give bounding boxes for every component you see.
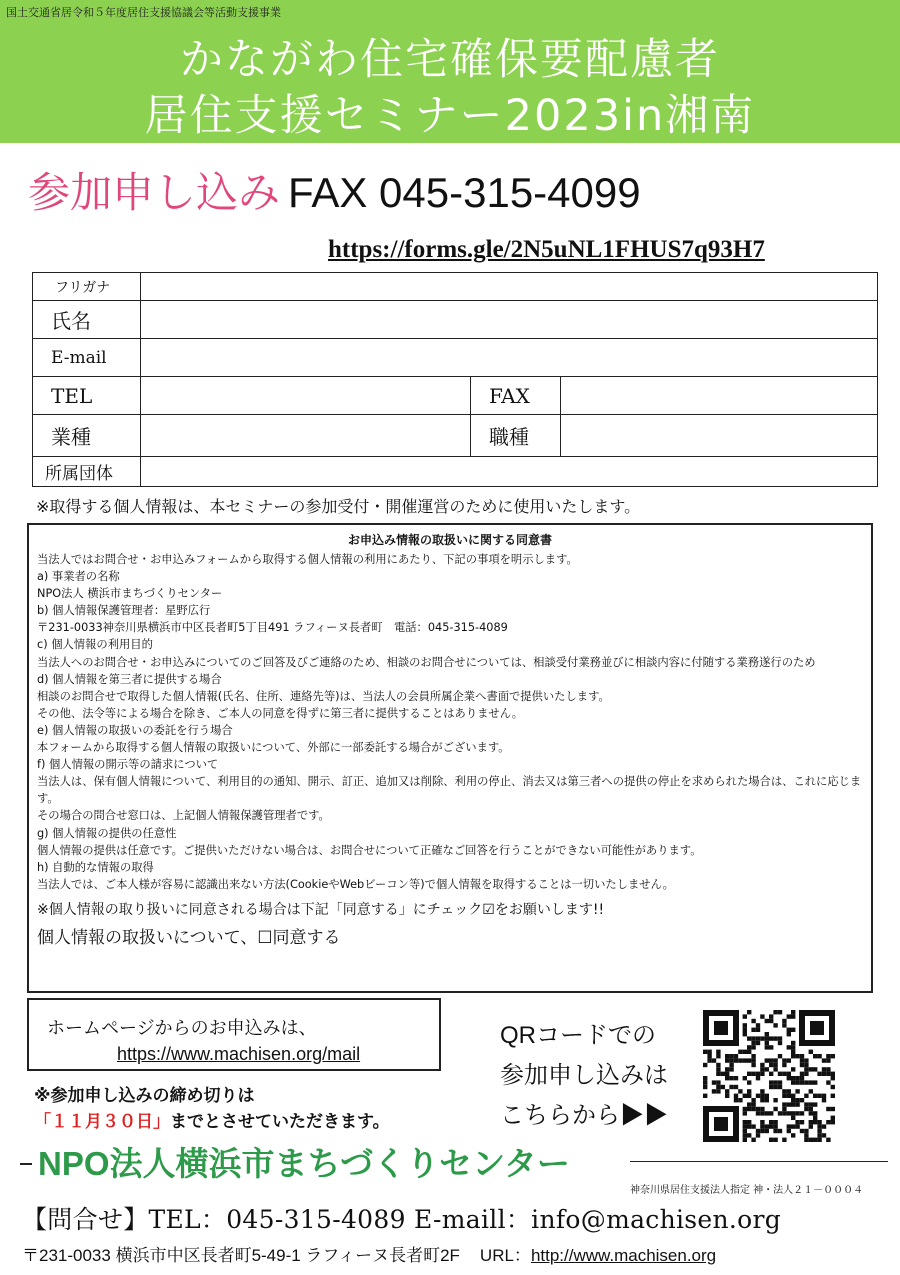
org-divider-left — [20, 1163, 32, 1165]
label-email: E-mail — [33, 339, 141, 377]
registration-form — [32, 272, 878, 487]
deadline-rest: までとさせていただきます。 — [170, 1112, 390, 1132]
field-fax[interactable] — [561, 377, 878, 415]
consent-line: NPO法人 横浜市まちづくりセンター — [37, 587, 223, 601]
consent-line: c) 個人情報の利用目的 — [37, 638, 153, 652]
consent-agree-checkbox[interactable]: 個人情報の取扱いについて、☐同意する — [37, 927, 341, 948]
url-label: URL： — [479, 1246, 531, 1265]
label-organization: 所属団体 — [33, 457, 141, 487]
consent-box — [27, 523, 873, 993]
consent-line: 当法人では、ご本人様が容易に認識出来ない方法(CookieやWebビーコン等)で個人情報を取得することは一切いたしません。 — [37, 877, 674, 891]
license-text: 神奈川県居住支援法人指定 神・法人２１－０００４ — [630, 1185, 864, 1196]
deadline-line-2 — [34, 1107, 390, 1132]
field-tel[interactable] — [141, 377, 471, 415]
deadline-date: 「１１月３０日」 — [34, 1112, 170, 1132]
title-line-1: かながわ住宅確保要配慮者 — [180, 35, 720, 85]
privacy-note: ※取得する個人情報は、本セミナーの参加受付・開催運営のために使用いたします。 — [36, 497, 641, 516]
address-text: 〒231-0033 横浜市中区長者町5-49-1 ラフィーヌ長者町2F — [22, 1246, 460, 1265]
contact-info: 【問合せ】TEL：045-315-4089 E-maill：info@machisen.org — [22, 1205, 782, 1234]
org-name: NPO法人横浜市まちづくりセンター — [38, 1145, 570, 1182]
label-industry: 業種 — [33, 415, 141, 457]
homepage-text: ホームページからのお申込みは、 — [47, 1018, 317, 1038]
consent-line: a) 事業者の名称 — [37, 570, 120, 584]
sponsor-text: 国土交通省居令和５年度居住支援協議会等活動支援事業 — [6, 6, 281, 19]
consent-line: 相談のお問合せで取得した個人情報(氏名、住所、連絡先等)は、当法人の会員所属企業へ書面で提供いたします。 — [37, 689, 610, 703]
title-line-2: 居住支援セミナー2023in湘南 — [144, 91, 756, 141]
address-line — [22, 1241, 716, 1266]
field-organization[interactable] — [141, 457, 878, 487]
consent-line: 当法人へのお問合せ・お申込みについてのご回答及びご連絡のため、相談のお問合せについては、相談受付業務並びに相談内容に付随する業務遂行のため — [37, 655, 816, 669]
website-link[interactable]: http://www.machisen.org — [530, 1246, 717, 1265]
label-furigana: フリガナ — [33, 273, 141, 301]
consent-line: e) 個人情報の取扱いの委託を行う場合 — [37, 723, 233, 737]
qr-code-icon[interactable] — [703, 1010, 835, 1142]
homepage-box — [27, 998, 441, 1071]
apply-label: 参加申し込み — [28, 168, 281, 217]
consent-line: 本フォームから取得する個人情報の取扱いについて、外部に一部委託する場合がございます。 — [37, 741, 510, 755]
apply-heading — [28, 160, 641, 220]
consent-line: f) 個人情報の開示等の請求について — [37, 758, 219, 772]
homepage-link[interactable]: https://www.machisen.org/mail — [117, 1044, 361, 1064]
field-industry[interactable] — [141, 415, 471, 457]
consent-line: その他、法令等による場合を除き、ご本人の同意を得ずに第三者に提供することはありません。 — [37, 706, 523, 720]
field-email[interactable] — [141, 339, 878, 377]
consent-line: 〒231-0033神奈川県横浜市中区長者町5丁目491 ラフィーヌ長者町 電話：045-315-4089 — [37, 621, 508, 635]
qr-caption — [500, 1016, 668, 1136]
header-banner — [0, 0, 900, 143]
field-name[interactable] — [141, 301, 878, 339]
field-furigana[interactable] — [141, 273, 878, 301]
org-divider-right — [630, 1161, 888, 1162]
apply-fax: FAX 045-315-4099 — [288, 169, 641, 216]
consent-line: 当法人ではお問合せ・お申込みフォームから取得する個人情報の利用にあたり、下記の事項を明示します。 — [37, 553, 578, 566]
label-fax: FAX — [471, 377, 561, 415]
deadline-line-1: ※参加申し込みの締め切りは — [34, 1086, 255, 1106]
consent-line: その場合の問合せ窓口は、上記個人情報保護管理者です。 — [37, 809, 330, 823]
consent-agree-note: ※個人情報の取り扱いに同意される場合は下記「同意する」にチェック☑をお願いします!! — [37, 901, 605, 918]
field-occupation[interactable] — [561, 415, 878, 457]
google-form-link[interactable]: https://forms.gle/2N5uNL1FHUS7q93H7 — [328, 236, 765, 263]
consent-line: d) 個人情報を第三者に提供する場合 — [37, 672, 222, 686]
label-name: 氏名 — [33, 301, 141, 339]
qr-caption-line-1: QRコードでの — [500, 1022, 656, 1049]
label-occupation: 職種 — [471, 415, 561, 457]
consent-line: g) 個人情報の提供の任意性 — [37, 826, 177, 840]
consent-line: 当法人は、保有個人情報について、利用目的の通知、開示、訂正、追加又は削除、利用の停止、消去又は第三者への提供の停止を求められた場合は、これに応じます。 — [37, 775, 862, 806]
consent-line: h) 自動的な情報の取得 — [37, 860, 154, 874]
label-tel: TEL — [33, 377, 141, 415]
qr-caption-line-3: こちらから▶▶ — [500, 1102, 668, 1129]
consent-title: お申込み情報の取扱いに関する同意書 — [347, 533, 552, 547]
qr-caption-line-2: 参加申し込みは — [500, 1062, 668, 1089]
consent-line: b) 個人情報保護管理者：星野広行 — [37, 604, 211, 618]
consent-line: 個人情報の提供は任意です。ご提供いただけない場合は、お問合せについて正確なご回答を行うことができない可能性があります。 — [37, 843, 702, 857]
